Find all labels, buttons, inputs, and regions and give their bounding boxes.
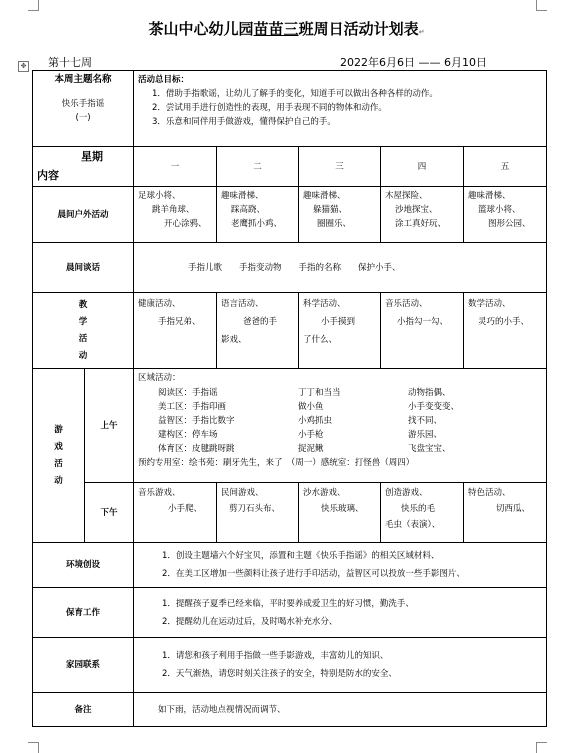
teaching-label-char: 活 — [78, 333, 88, 344]
activity-line: 音乐游戏、 — [138, 488, 181, 498]
activity-line: 科学活动、 — [303, 299, 346, 309]
morning-talk-text: 手指儿歌 手指变动物 手指的名称 保护小手、 — [188, 262, 401, 273]
activity-line: 小手摸到 — [321, 317, 356, 327]
area-item: 小鸡抓虫 — [298, 415, 333, 426]
day-header-thu: 四 — [381, 147, 464, 187]
theme-label: 本周主题名称 — [54, 74, 112, 85]
day-header-wed: 三 — [299, 147, 381, 187]
games-label — [33, 369, 85, 543]
area-item: 益智区：手指比数字 — [158, 415, 235, 426]
activity-line: 了什么、 — [303, 335, 338, 345]
home-item: 1．请您和孩子利用手指做一些手影游戏，丰富幼儿的知识、 — [162, 651, 389, 661]
home-item: 2．天气渐热，请您时刻关注孩子的安全，特别是防水的安全、 — [162, 669, 397, 679]
activity-line: 趣味滑梯、 — [468, 191, 511, 201]
teaching-label — [33, 293, 134, 369]
environment-item: 1．创设主题墙六个好宝贝，添置和主题《快乐手指谣》的相关区域材料、 — [162, 551, 440, 561]
environment-label: 环境创设 — [33, 543, 134, 588]
area-item: 美工区：手指印画 — [158, 401, 227, 412]
activity-line: 老鹰抓小鸡、 — [231, 219, 283, 229]
area-item: 阅读区：手指谣 — [158, 387, 218, 398]
goals-cell[interactable] — [134, 71, 547, 147]
teaching-thu[interactable] — [381, 293, 464, 369]
activity-line: 开心涂鸦、 — [164, 219, 207, 229]
page-corner-top-right — [536, 0, 547, 11]
teaching-fri[interactable] — [464, 293, 547, 369]
care-cell[interactable] — [134, 588, 547, 638]
morning-talk-cell[interactable] — [134, 243, 547, 293]
teaching-tue[interactable] — [217, 293, 299, 369]
page-corner-top-left — [28, 0, 39, 11]
games-pm-thu[interactable] — [381, 483, 464, 543]
activity-line: 健康活动、 — [138, 299, 181, 309]
environment-cell[interactable] — [134, 543, 547, 588]
home-label: 家园联系 — [33, 638, 134, 693]
week-label: 星期 — [81, 150, 103, 163]
teaching-wed[interactable] — [299, 293, 381, 369]
date-range: 2022年6月6日 —— 6月10日 — [340, 56, 487, 69]
paragraph-mark-icon: ↵ — [418, 28, 425, 36]
area-item: 动物指偶、 — [408, 387, 451, 398]
area-item: 小手变变变、 — [408, 401, 460, 412]
games-label-char: 动 — [54, 475, 63, 486]
remarks-cell[interactable] — [134, 693, 547, 727]
activity-line: 毛虫（表演）、 — [385, 520, 441, 530]
care-label: 保育工作 — [33, 588, 134, 638]
games-am-label: 上午 — [85, 369, 134, 483]
home-cell[interactable] — [134, 638, 547, 693]
activity-line: 图形公园、 — [488, 219, 531, 229]
activity-line: 灵巧的小手、 — [478, 317, 530, 327]
activity-line: 手指兄弟、 — [158, 317, 201, 327]
area-item: 游乐园、 — [408, 429, 443, 440]
games-pm-fri[interactable] — [464, 483, 547, 543]
activity-line: 篮球小将、 — [478, 205, 521, 215]
morning-outdoor-tue[interactable] — [217, 187, 299, 243]
area-item: 丁丁和当当 — [298, 387, 341, 398]
booking-note: 预约专用室：绘书苑：刷牙先生，来了 （周一）感统室：打怪兽（周四） — [138, 457, 415, 468]
activity-line: 涂工真好玩、 — [395, 219, 447, 229]
title-prefix: 茶山中心幼儿园 — [148, 20, 254, 38]
area-item: 小手枪 — [298, 429, 324, 440]
area-activities-cell[interactable] — [134, 369, 547, 483]
area-item: 体育区：皮毽跳呀跳 — [158, 443, 235, 454]
area-activities-list — [158, 386, 459, 456]
activity-line: 快乐的毛 — [401, 504, 436, 514]
area-item: 做小鱼 — [298, 401, 324, 412]
area-activities-label: 区域活动： — [138, 373, 181, 383]
activity-line: 剪刀石头布、 — [229, 504, 281, 514]
games-pm-label: 下午 — [85, 483, 134, 543]
theme-value: 快乐手指谣 — [61, 99, 105, 109]
environment-item: 2．在美工区增加一些颜料让孩子进行手印活动，益智区可以投放一些手影图片、 — [162, 569, 465, 579]
teaching-mon[interactable] — [134, 293, 217, 369]
title-class-name: 苗苗三 — [253, 20, 299, 38]
activity-line: 趣味滑梯、 — [221, 191, 264, 201]
goals-label: 活动总目标： — [138, 75, 190, 85]
theme-cell[interactable] — [33, 71, 134, 147]
games-label-char: 活 — [54, 458, 63, 469]
activity-line: 切西瓜、 — [496, 504, 531, 514]
goal-item: 1．借助手指歌谣，让幼儿了解手的变化，知道手可以做出各种各样的动作。 — [152, 89, 438, 99]
activity-line: 踩高跷、 — [231, 205, 266, 215]
goal-item: 3．乐意和同伴用手做游戏，懂得保护自己的手。 — [152, 117, 336, 127]
activity-line: 语言活动、 — [221, 299, 264, 309]
activity-line: 民间游戏、 — [221, 488, 264, 498]
morning-outdoor-fri[interactable] — [464, 187, 547, 243]
week-number: 第十七周 — [48, 56, 92, 69]
activity-line: 数学活动、 — [468, 299, 511, 309]
games-label-char: 戏 — [54, 441, 63, 452]
morning-talk-label: 晨间谈话 — [33, 243, 134, 293]
teaching-label-char: 学 — [78, 316, 88, 327]
activity-line: 木屋探险、 — [385, 191, 428, 201]
activity-line: 创造游戏、 — [385, 488, 428, 498]
activity-line: 音乐活动、 — [385, 299, 428, 309]
teaching-label-char: 教 — [78, 299, 88, 310]
activity-line: 快乐玻璃、 — [321, 504, 364, 514]
activity-line: 趣味滑梯、 — [303, 191, 346, 201]
activity-line: 沙地探宝、 — [395, 205, 438, 215]
activity-line: 足球小将、 — [138, 191, 181, 201]
morning-outdoor-thu[interactable] — [381, 187, 464, 243]
page-corner-bottom-right — [536, 742, 547, 753]
content-label: 内容 — [37, 169, 59, 182]
activity-plan-table — [32, 70, 547, 727]
area-item: 找不同、 — [408, 415, 443, 426]
activity-line: 跳羊角球、 — [152, 205, 195, 215]
activity-line: 沙水游戏、 — [303, 488, 346, 498]
goal-item: 2．尝试用手进行创造性的表现，用手表现不同的物体和动作。 — [152, 103, 387, 113]
activity-line: 爸爸的手 — [243, 317, 278, 327]
games-pm-wed[interactable] — [299, 483, 381, 543]
care-item: 2．提醒幼儿在运动过后，及时喝水补充水分、 — [162, 616, 338, 627]
activity-line: 小手爬、 — [168, 504, 203, 514]
theme-sub: (一) — [75, 113, 91, 123]
day-header-tue: 二 — [217, 147, 299, 187]
title-suffix: 班周日活动计划表 — [298, 20, 419, 38]
morning-outdoor-wed[interactable] — [299, 187, 381, 243]
area-item: 建构区：停车场 — [158, 429, 218, 440]
remarks-text: 如下雨，活动地点视情况而调节、 — [158, 704, 286, 715]
activity-line: 躲猫猫、 — [313, 205, 348, 215]
remarks-label: 备注 — [33, 693, 134, 727]
activity-line: 特色活动、 — [468, 488, 511, 498]
document-title — [0, 18, 573, 39]
activity-line: 影戏、 — [221, 335, 247, 345]
day-header-fri: 五 — [464, 147, 547, 187]
care-item: 1．提醒孩子夏季已经来临，平时要养成爱卫生的好习惯，勤洗手、 — [162, 598, 414, 609]
teaching-label-char: 动 — [78, 350, 88, 361]
area-item: 飞盘宝宝、 — [408, 443, 451, 454]
morning-outdoor-label: 晨间户外活动 — [33, 187, 134, 243]
area-item: 捉泥鳅 — [298, 443, 324, 454]
day-header-mon: 一 — [134, 147, 217, 187]
morning-outdoor-mon[interactable] — [134, 187, 217, 243]
games-pm-mon[interactable] — [134, 483, 217, 543]
activity-line: 圈圈乐、 — [317, 219, 352, 229]
games-label-char: 游 — [54, 424, 63, 435]
games-pm-tue[interactable] — [217, 483, 299, 543]
table-move-handle-icon[interactable]: ✥ — [18, 61, 29, 72]
weekday-content-header — [33, 147, 134, 187]
activity-line: 小指勾一勾、 — [397, 317, 449, 327]
page-corner-bottom-left — [28, 742, 39, 753]
